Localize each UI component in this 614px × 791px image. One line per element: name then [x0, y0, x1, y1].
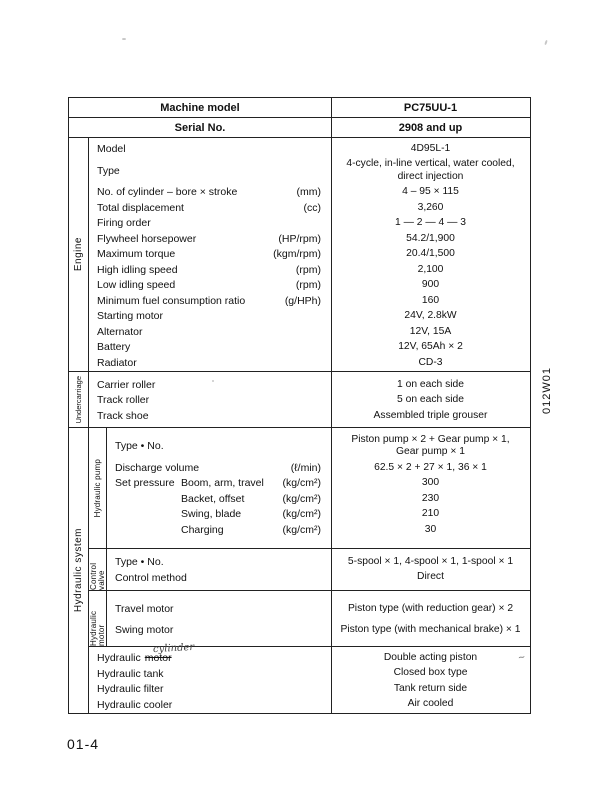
spec-label-cell: [107, 624, 331, 636]
spec-row: [89, 408, 530, 424]
spec-label-cell: [89, 186, 331, 198]
spec-table: [68, 97, 531, 714]
undercarriage-section-label-cell: [69, 372, 89, 427]
spec-value: 230: [421, 492, 440, 504]
spec-label-cell: [89, 165, 331, 177]
engine-section-label: Engine: [73, 237, 84, 272]
spec-value: 5-spool × 1, 4-spool × 1, 1-spool × 1: [347, 555, 514, 567]
figure-code-text: 012W01: [541, 366, 553, 414]
spec-label-prefix: Hydraulic: [97, 652, 141, 665]
spec-value-cell: [331, 310, 530, 323]
spec-unit: (kg/cm²): [282, 492, 321, 505]
spec-row: [89, 185, 530, 201]
spec-label: No. of cylinder – bore × stroke: [97, 186, 238, 199]
spec-unit: (mm): [296, 186, 321, 199]
hydraulic-section-label-cell: [69, 428, 89, 713]
spec-row: [89, 309, 530, 325]
spec-label-cell: [89, 143, 331, 155]
spec-value-line2: Gear pump × 1: [396, 446, 465, 457]
spec-unit: (kg/cm²): [282, 523, 321, 536]
spec-value: Air cooled: [407, 698, 454, 710]
pump-label-cell: [89, 428, 107, 548]
spec-value: 210: [421, 508, 440, 519]
spec-unit: (HP/rpm): [278, 232, 321, 245]
spec-label: Travel motor: [115, 602, 174, 615]
spec-value: Piston pump × 2 + Gear pump × 1,: [351, 433, 510, 445]
spec-row: [89, 278, 530, 294]
spec-value-cell: [331, 186, 530, 199]
spec-label-cell: [107, 524, 331, 536]
spec-label-cell: [107, 462, 331, 474]
spec-label: Track roller: [97, 394, 150, 407]
spec-value: 900: [421, 279, 440, 290]
spec-value: 300: [421, 477, 440, 488]
spec-unit: (ℓ/min): [290, 461, 321, 474]
spec-value-cell: [331, 667, 530, 680]
spec-row: [107, 491, 530, 507]
spec-row: [89, 697, 530, 713]
scan-artifact: [544, 40, 548, 45]
section-engine: [69, 138, 530, 371]
serial-value: 2908 and up: [398, 121, 463, 134]
undercarriage-section-label: Undercarriage: [74, 375, 83, 424]
spec-label: Type • No.: [115, 440, 164, 452]
spec-value: 1 — 2 — 4 — 3: [395, 217, 466, 228]
spec-label-cell: [89, 410, 331, 422]
spec-label: Flywheel horsepower: [97, 232, 197, 245]
spec-value-cell: [331, 524, 530, 537]
spec-value-cell: [331, 698, 530, 711]
spec-label-cell: [89, 279, 331, 291]
spec-value-cell: [331, 683, 530, 696]
spec-label-cell: [107, 603, 331, 615]
valve-rows: [107, 549, 530, 590]
spec-label-cell: [89, 699, 331, 711]
spec-value-cell: [331, 279, 530, 292]
figure-code: [540, 357, 554, 423]
spec-label: Swing motor: [115, 623, 174, 636]
spec-label: Control method: [115, 571, 187, 584]
spec-label: Carrier roller: [97, 378, 156, 391]
spec-sublabel: Boom, arm, travel: [181, 477, 264, 490]
spec-value-cell: [331, 434, 530, 459]
hydraulic-body: [89, 428, 530, 713]
motor-rows: [107, 591, 530, 646]
spec-row: [107, 522, 530, 538]
spec-label-cell: [89, 668, 331, 680]
spec-sublabel: Backet, offset: [181, 492, 245, 505]
spec-value: 5 on each side: [397, 394, 464, 405]
spec-value-cell: [331, 357, 530, 370]
spec-label-cell: [107, 440, 331, 452]
spec-label-cell: [107, 493, 331, 505]
spec-row: [89, 393, 530, 409]
spec-value-line2: direct injection: [397, 170, 464, 182]
spec-label: Hydraulic cooler: [97, 698, 173, 711]
spec-value: 62.5 × 2 + 27 × 1, 36 × 1: [374, 461, 487, 473]
spec-label-cell: [89, 379, 331, 391]
header-row-serial: [69, 118, 530, 138]
spec-row: [89, 355, 530, 371]
spec-value: CD-3: [418, 356, 443, 368]
valve-label: Control valve: [89, 563, 106, 591]
spec-label-cell: [89, 394, 331, 406]
spec-unit: (rpm): [295, 279, 321, 292]
spec-value-cell: [331, 202, 530, 215]
spec-value-cell: [331, 264, 530, 277]
spec-label: Alternator: [97, 325, 143, 338]
spec-unit: (kg/cm²): [282, 508, 321, 521]
spec-unit: (kgm/rpm): [273, 248, 321, 261]
spec-row: [89, 157, 530, 185]
section-undercarriage: [69, 371, 530, 427]
valve-label-cell: [89, 549, 107, 590]
page-number: 01-4: [67, 736, 100, 752]
column-divider: [331, 98, 332, 713]
spec-sublabel: Swing, blade: [181, 508, 242, 521]
spec-value-cell: [331, 652, 530, 665]
motor-label: Hydraulic motor: [89, 611, 106, 647]
spec-value-cell: [331, 410, 530, 423]
spec-label-cell: [89, 233, 331, 245]
spec-value: 30: [424, 523, 437, 535]
spec-value-cell: [331, 624, 530, 637]
scan-artifact: [212, 380, 214, 382]
spec-label: Starting motor: [97, 310, 163, 323]
spec-value-cell: [331, 477, 530, 490]
spec-value: 20.4/1,500: [406, 248, 455, 259]
spec-value: Piston type (with mechanical brake) × 1: [340, 623, 521, 635]
spec-label-cell: [107, 556, 331, 568]
scan-artifact: [122, 38, 126, 40]
spec-value: Tank return side: [393, 682, 468, 694]
section-hydraulic-system: [69, 427, 530, 713]
spec-value: 3,260: [417, 201, 444, 213]
spec-value-cell: [331, 233, 530, 246]
other-rows: [89, 642, 530, 713]
spec-label: Track shoe: [97, 409, 149, 422]
spec-value-cell: [331, 158, 530, 183]
spec-label-cell: [107, 572, 331, 584]
spec-value-cell: [331, 217, 530, 230]
spec-label-cell: [89, 310, 331, 322]
spec-group-label: Set pressure: [115, 477, 175, 490]
spec-value: 1 on each side: [397, 378, 464, 390]
spec-label: High idling speed: [97, 263, 178, 276]
spec-row: [107, 476, 530, 492]
hydraulic-section-label: Hydraulic system: [73, 528, 84, 613]
spec-value-cell: [331, 379, 530, 392]
spec-value: Piston type (with reduction gear) × 2: [347, 602, 514, 614]
spec-row: [89, 377, 530, 393]
spec-label-cell: [89, 202, 331, 214]
spec-label-cell: [89, 217, 331, 229]
spec-value: 4 – 95 × 115: [402, 186, 459, 197]
spec-label: Maximum torque: [97, 248, 176, 261]
engine-section-label-cell: [69, 138, 89, 371]
pump-rows: [107, 428, 530, 548]
spec-value-cell: [331, 248, 530, 261]
spec-row: [89, 247, 530, 263]
spec-row: [89, 642, 530, 666]
spec-label: Battery: [97, 341, 131, 354]
spec-value: 4D95L-1: [410, 142, 451, 154]
spec-row: [107, 570, 530, 586]
spec-value: 54.2/1,900: [406, 232, 455, 244]
spec-value: Direct: [417, 571, 444, 583]
spec-row: [107, 598, 530, 619]
spec-value: Assembled triple grouser: [373, 409, 488, 421]
subsection-hydraulic-motor: [89, 590, 530, 646]
spec-row: [107, 619, 530, 640]
spec-row: [89, 340, 530, 356]
spec-row: [89, 324, 530, 340]
spec-label-cell: [89, 357, 331, 369]
handwritten-correction: cylinder: [152, 642, 195, 656]
spec-row: [107, 432, 530, 460]
spec-unit: (cc): [303, 201, 321, 214]
subsection-control-valve: [89, 548, 530, 590]
spec-label-cell: [89, 295, 331, 307]
spec-value-cell: [331, 571, 530, 584]
subsection-hydraulic-pump: [89, 428, 530, 548]
spec-label-cell: [89, 326, 331, 338]
spec-row: [89, 200, 530, 216]
spec-label-cell: [89, 264, 331, 276]
subsection-hydraulic-other: [89, 642, 530, 713]
spec-label-struck-word: motor: [144, 652, 172, 665]
spec-label: Total displacement: [97, 201, 184, 214]
handwritten-scribble: ~: [517, 652, 527, 664]
motor-label-cell: [89, 591, 107, 646]
spec-value: 160: [421, 294, 440, 306]
spec-row: [89, 666, 530, 682]
machine-model-value: PC75UU-1: [403, 101, 458, 114]
spec-label: Firing order: [97, 217, 151, 230]
spec-label: Model: [97, 142, 126, 155]
spec-label: Radiator: [97, 356, 137, 369]
spec-label: Low idling speed: [97, 279, 176, 292]
spec-sublabel: Charging: [181, 523, 224, 536]
spec-value-cell: [331, 143, 530, 156]
spec-value-cell: [331, 462, 530, 475]
spec-value-cell: [331, 295, 530, 308]
spec-value-cell: [331, 326, 530, 339]
spec-row: [107, 460, 530, 476]
spec-value-cell: [331, 493, 530, 506]
spec-label: Hydraulic filter: [97, 683, 164, 696]
spec-value: 24V, 2.8kW: [404, 310, 457, 321]
spec-value: 12V, 65Ah × 2: [398, 341, 463, 352]
spec-label-cell: [89, 642, 331, 665]
spec-unit: (g/HPh): [284, 294, 321, 307]
spec-label: Minimum fuel consumption ratio: [97, 294, 246, 307]
spec-value-cell: [331, 394, 530, 407]
spec-label-cell: [107, 508, 331, 520]
spec-value-cell: [331, 603, 530, 616]
spec-value: 2,100: [417, 263, 444, 275]
spec-row: [89, 231, 530, 247]
spec-label: Discharge volume: [115, 461, 200, 474]
spec-row: [89, 681, 530, 697]
undercarriage-rows: [89, 372, 530, 427]
spec-label: Type: [97, 164, 120, 177]
spec-label-cell: [89, 683, 331, 695]
spec-row: [89, 262, 530, 278]
spec-row: [107, 507, 530, 523]
spec-value: 12V, 15A: [409, 325, 452, 337]
spec-row: [89, 293, 530, 309]
spec-value-cell: [331, 508, 530, 521]
spec-unit: (kg/cm²): [282, 477, 321, 490]
header-row-machine-model: [69, 98, 530, 118]
spec-value: Closed box type: [393, 667, 468, 679]
spec-unit: (rpm): [295, 263, 321, 276]
spec-value-cell: [331, 556, 530, 569]
spec-label-cell: [107, 477, 331, 489]
spec-label: Hydraulic tank: [97, 667, 164, 680]
spec-row: [89, 141, 530, 157]
serial-label: Serial No.: [174, 121, 226, 134]
spec-label-cell: [89, 248, 331, 260]
spec-value-cell: [331, 341, 530, 354]
spec-value: 4-cycle, in-line vertical, water cooled,: [346, 158, 515, 169]
spec-row: [107, 554, 530, 570]
engine-rows: [89, 138, 530, 371]
spec-label-cell: [89, 341, 331, 353]
pump-label: Hydraulic pump: [92, 458, 102, 518]
spec-value: Double acting piston: [383, 651, 478, 663]
machine-model-label: Machine model: [160, 101, 240, 114]
spec-label: Type • No.: [115, 556, 164, 569]
spec-row: [89, 216, 530, 232]
